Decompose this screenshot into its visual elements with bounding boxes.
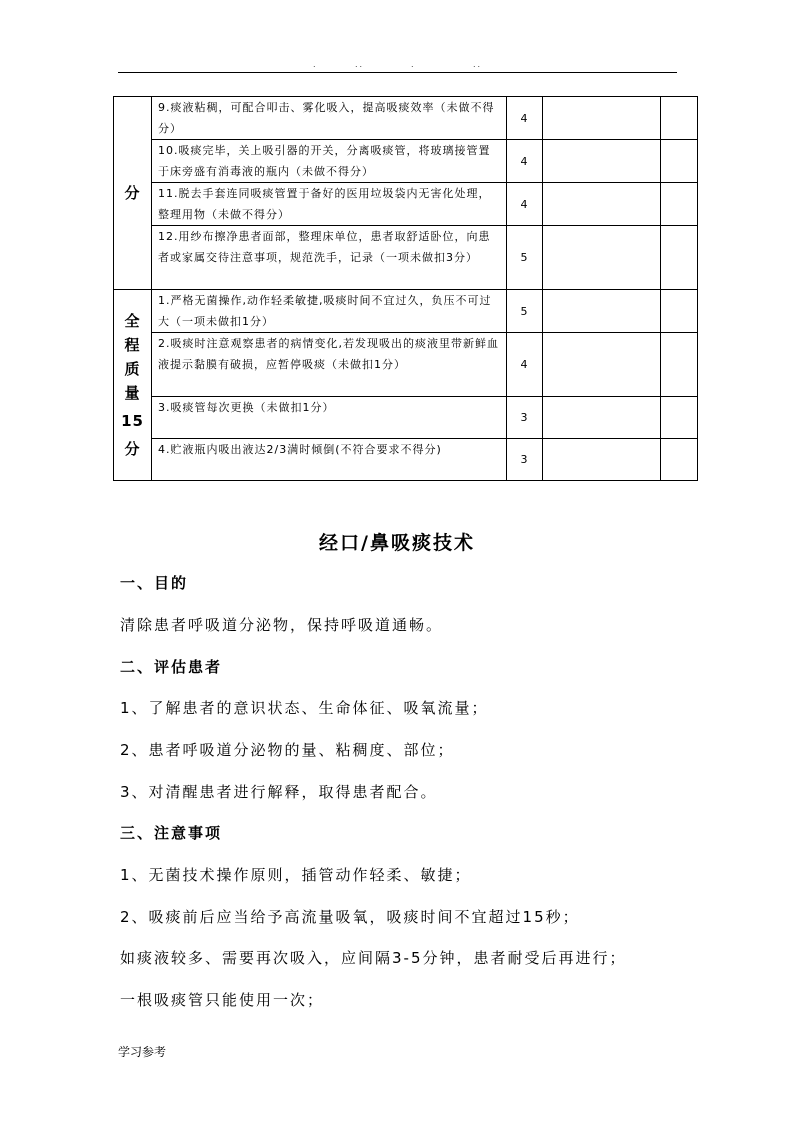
empty-cell: [661, 290, 698, 333]
empty-cell: [543, 333, 661, 397]
table-row: [114, 97, 698, 140]
category-char: 分: [124, 440, 141, 458]
header-dot: .: [313, 60, 318, 69]
item-desc: 3.吸痰管每次更换（未做扣1分）: [152, 397, 507, 439]
category-cell: [114, 97, 152, 290]
item-points: 3: [507, 439, 543, 481]
empty-cell: [661, 439, 698, 481]
table-row: [114, 183, 698, 226]
paragraph: 2、患者呼吸道分泌物的量、粘稠度、部位；: [120, 741, 455, 759]
item-desc: 10.吸痰完毕，关上吸引器的开关，分离吸痰管，将玻璃接管置于床旁盛有消毒液的瓶内（未做不得分）: [152, 140, 507, 183]
item-points: 5: [507, 290, 543, 333]
empty-cell: [543, 439, 661, 481]
empty-cell: [543, 140, 661, 183]
category-char: 15: [121, 412, 144, 430]
header-dot: .: [411, 60, 416, 69]
item-points: 5: [507, 226, 543, 290]
item-points: 3: [507, 397, 543, 439]
item-points: 4: [507, 97, 543, 140]
table-row: [114, 140, 698, 183]
table-row: [114, 333, 698, 397]
table-row: [114, 439, 698, 481]
empty-cell: [543, 397, 661, 439]
category-char: 质: [124, 360, 141, 378]
item-desc: 9.痰液粘稠，可配合叩击、雾化吸入，提高吸痰效率（未做不得分）: [152, 97, 507, 140]
empty-cell: [661, 97, 698, 140]
paragraph: 3、对清醒患者进行解释，取得患者配合。: [120, 783, 438, 801]
item-desc: 2.吸痰时注意观察患者的病情变化,若发现吸出的痰液里带新鲜血液提示黏膜有破损，应暂停吸痰（未做扣1分）: [152, 333, 507, 397]
empty-cell: [661, 397, 698, 439]
item-desc: 11.脱去手套连同吸痰管置于备好的医用垃圾袋内无害化处理，整理用物（未做不得分）: [152, 183, 507, 226]
section-heading: 一、目的: [120, 574, 189, 592]
item-desc: 1.严格无菌操作,动作轻柔敏捷,吸痰时间不宜过久，负压不可过大（一项未做扣1分）: [152, 290, 507, 333]
paragraph: 1、了解患者的意识状态、生命体征、吸氧流量；: [120, 699, 489, 717]
item-desc: 12.用纱布擦净患者面部，整理床单位，患者取舒适卧位，向患者或家属交待注意事项，规范洗手，记录（一项未做扣3分）: [152, 226, 507, 290]
table-row: [114, 290, 698, 333]
empty-cell: [543, 183, 661, 226]
empty-cell: [661, 140, 698, 183]
table-row: [114, 226, 698, 290]
category-char: 程: [124, 336, 141, 354]
empty-cell: [543, 290, 661, 333]
paragraph: 2、吸痰前后应当给予高流量吸氧，吸痰时间不宜超过15秒；: [120, 908, 580, 926]
paragraph: 如痰液较多、需要再次吸入，应间隔3-5分钟，患者耐受后再进行；: [120, 949, 627, 967]
category-char: 量: [124, 384, 141, 402]
category-label: 分: [124, 184, 141, 202]
header-rule: [118, 72, 677, 73]
category-char: 全: [124, 312, 141, 330]
paragraph: 一根吸痰管只能使用一次；: [120, 991, 325, 1009]
paragraph: 1、无菌技术操作原则，插管动作轻柔、敏捷；: [120, 866, 472, 884]
empty-cell: [661, 226, 698, 290]
scoring-table: [113, 96, 698, 481]
header-dot: ..: [355, 60, 365, 69]
empty-cell: [543, 226, 661, 290]
page-title: 经口/鼻吸痰技术: [319, 532, 475, 554]
header-dot: ..: [473, 60, 483, 69]
footer-text: 学习参考: [118, 1045, 167, 1059]
section-heading: 三、注意事项: [120, 824, 223, 842]
table-row: [114, 397, 698, 439]
empty-cell: [661, 183, 698, 226]
item-points: 4: [507, 333, 543, 397]
empty-cell: [661, 333, 698, 397]
category-cell: [114, 290, 152, 481]
empty-cell: [543, 97, 661, 140]
item-points: 4: [507, 140, 543, 183]
header-dots: [118, 60, 678, 72]
section-heading: 二、评估患者: [120, 658, 223, 676]
item-points: 4: [507, 183, 543, 226]
paragraph: 清除患者呼吸道分泌物，保持呼吸道通畅。: [120, 616, 444, 634]
item-desc: 4.贮液瓶内吸出液达2/3满时倾倒(不符合要求不得分): [152, 439, 507, 481]
